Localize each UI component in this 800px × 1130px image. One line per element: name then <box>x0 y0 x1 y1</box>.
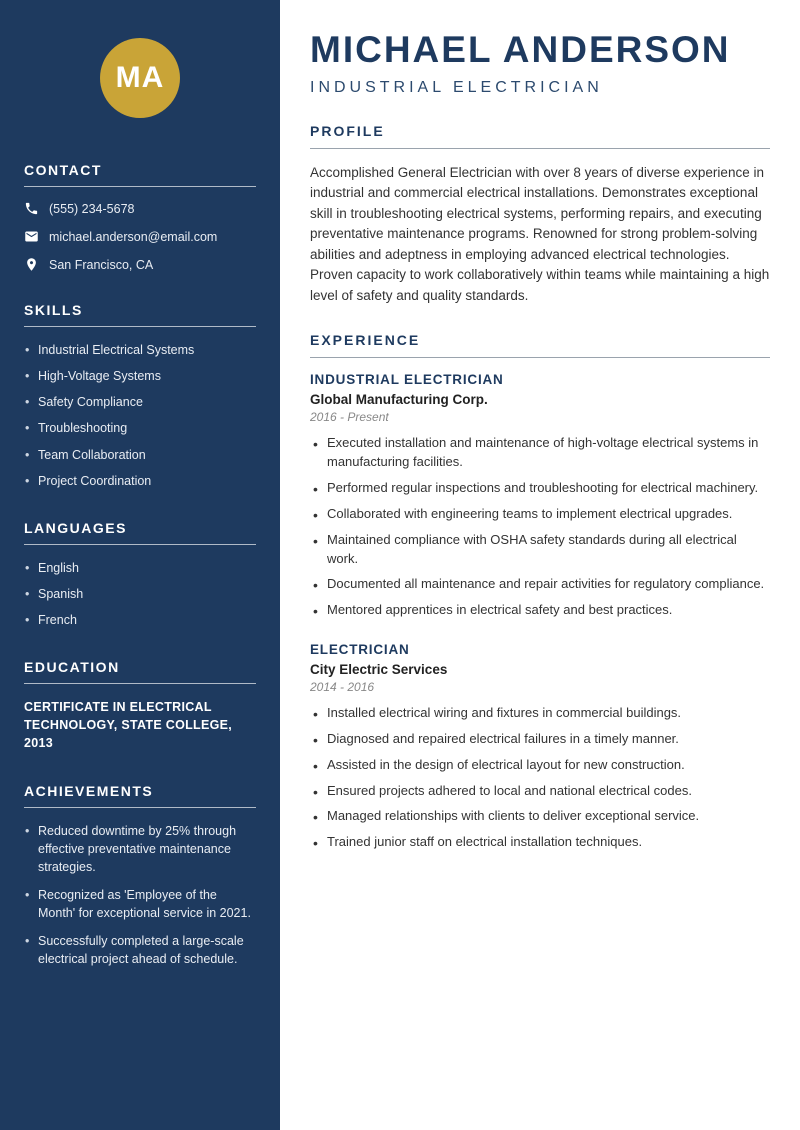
job-bullet: • Executed installation and maintenance of high-voltage electrical systems in manufacturing facilities. <box>310 434 770 472</box>
job-title: ELECTRICIAN <box>310 642 410 658</box>
contact-phone <box>24 201 256 216</box>
achievement-item: • Successfully completed a large-scale electrical project ahead of schedule. <box>24 932 256 968</box>
profile-text: Accomplished General Electrician with over 8 years of diverse experience in industrial and commercial electrical installations. Demonstrates exceptional skill in troubleshooting electrical systems, performing repairs, and executing preventative maintenance programs. Renowned for strong problem-solving abilities and adeptness in employing advanced electrical technologies. Proven capacity to work collaboratively within teams while maintaining a high level of safety and quality standards. <box>310 164 770 303</box>
avatar-wrap <box>24 38 256 118</box>
job-dates: 2016 - Present <box>310 410 389 425</box>
contact-email-text: michael.anderson@email.com <box>49 229 218 244</box>
job-bullet: • Managed relationships with clients to deliver exceptional service. <box>310 807 770 826</box>
skills-list <box>24 341 256 490</box>
job-bullet: • Assisted in the design of electrical layout for new construction. <box>310 756 770 775</box>
job-bullet: • Diagnosed and repaired electrical failures in a timely manner. <box>310 730 770 749</box>
job-bullet: • Trained junior staff on electrical installation techniques. <box>310 833 770 852</box>
email-icon <box>24 229 39 244</box>
job-bullet: • Ensured projects adhered to local and national electrical codes. <box>310 782 770 801</box>
avatar <box>100 38 180 118</box>
language-item: • French <box>24 611 256 629</box>
education-entry: CERTIFICATE IN ELECTRICAL TECHNOLOGY, STATE COLLEGE, 2013 <box>24 700 233 751</box>
phone-icon <box>24 201 39 216</box>
job-subtitle: INDUSTRIAL ELECTRICIAN <box>310 78 603 96</box>
achievements-heading: ACHIEVEMENTS <box>24 783 256 808</box>
main-content <box>280 0 800 1130</box>
job-company: City Electric Services <box>310 662 448 678</box>
job-dates: 2014 - 2016 <box>310 680 375 695</box>
achievements-section <box>24 783 256 969</box>
job-bullets <box>310 704 770 852</box>
achievement-item: • Reduced downtime by 25% through effective preventative maintenance strategies. <box>24 822 256 876</box>
skill-item: • Industrial Electrical Systems <box>24 341 256 359</box>
contact-heading: CONTACT <box>24 162 256 187</box>
job-bullet: • Maintained compliance with OSHA safety standards during all electrical work. <box>310 531 770 569</box>
skill-item: • High-Voltage Systems <box>24 367 256 385</box>
skill-item: • Troubleshooting <box>24 419 256 437</box>
contact-location <box>24 257 256 272</box>
job-company: Global Manufacturing Corp. <box>310 392 488 408</box>
skills-section <box>24 302 256 490</box>
profile-heading: PROFILE <box>310 123 770 149</box>
job-bullets <box>310 434 770 620</box>
experience-section <box>310 332 770 852</box>
contact-section <box>24 162 256 272</box>
achievement-item: • Recognized as 'Employee of the Month' for exceptional service in 2021. <box>24 886 256 922</box>
job-bullet: • Performed regular inspections and troubleshooting for electrical machinery. <box>310 479 770 498</box>
avatar-initials: MA <box>115 61 165 94</box>
education-heading: EDUCATION <box>24 659 256 684</box>
contact-location-text: San Francisco, CA <box>49 257 154 272</box>
language-item: • English <box>24 559 256 577</box>
skill-item: • Project Coordination <box>24 472 256 490</box>
sidebar <box>0 0 280 1130</box>
languages-list <box>24 559 256 629</box>
languages-heading: LANGUAGES <box>24 520 256 545</box>
job-bullet: • Mentored apprentices in electrical safety and best practices. <box>310 601 770 620</box>
skill-item: • Team Collaboration <box>24 446 256 464</box>
page-title: MICHAEL ANDERSON <box>310 29 731 70</box>
language-item: • Spanish <box>24 585 256 603</box>
job-entry <box>310 642 770 852</box>
skill-item: • Safety Compliance <box>24 393 256 411</box>
job-bullet: • Collaborated with engineering teams to implement electrical upgrades. <box>310 505 770 524</box>
job-bullet: • Documented all maintenance and repair activities for regulatory compliance. <box>310 575 770 594</box>
experience-heading: EXPERIENCE <box>310 332 770 358</box>
languages-section <box>24 520 256 629</box>
job-entry <box>310 372 770 620</box>
contact-email <box>24 229 256 244</box>
location-icon <box>24 257 39 272</box>
profile-section <box>310 123 770 307</box>
achievements-list <box>24 822 256 969</box>
contact-phone-text: (555) 234-5678 <box>49 201 135 216</box>
job-title: INDUSTRIAL ELECTRICIAN <box>310 372 504 388</box>
job-bullet: • Installed electrical wiring and fixtures in commercial buildings. <box>310 704 770 723</box>
education-section <box>24 659 256 752</box>
skills-heading: SKILLS <box>24 302 256 327</box>
